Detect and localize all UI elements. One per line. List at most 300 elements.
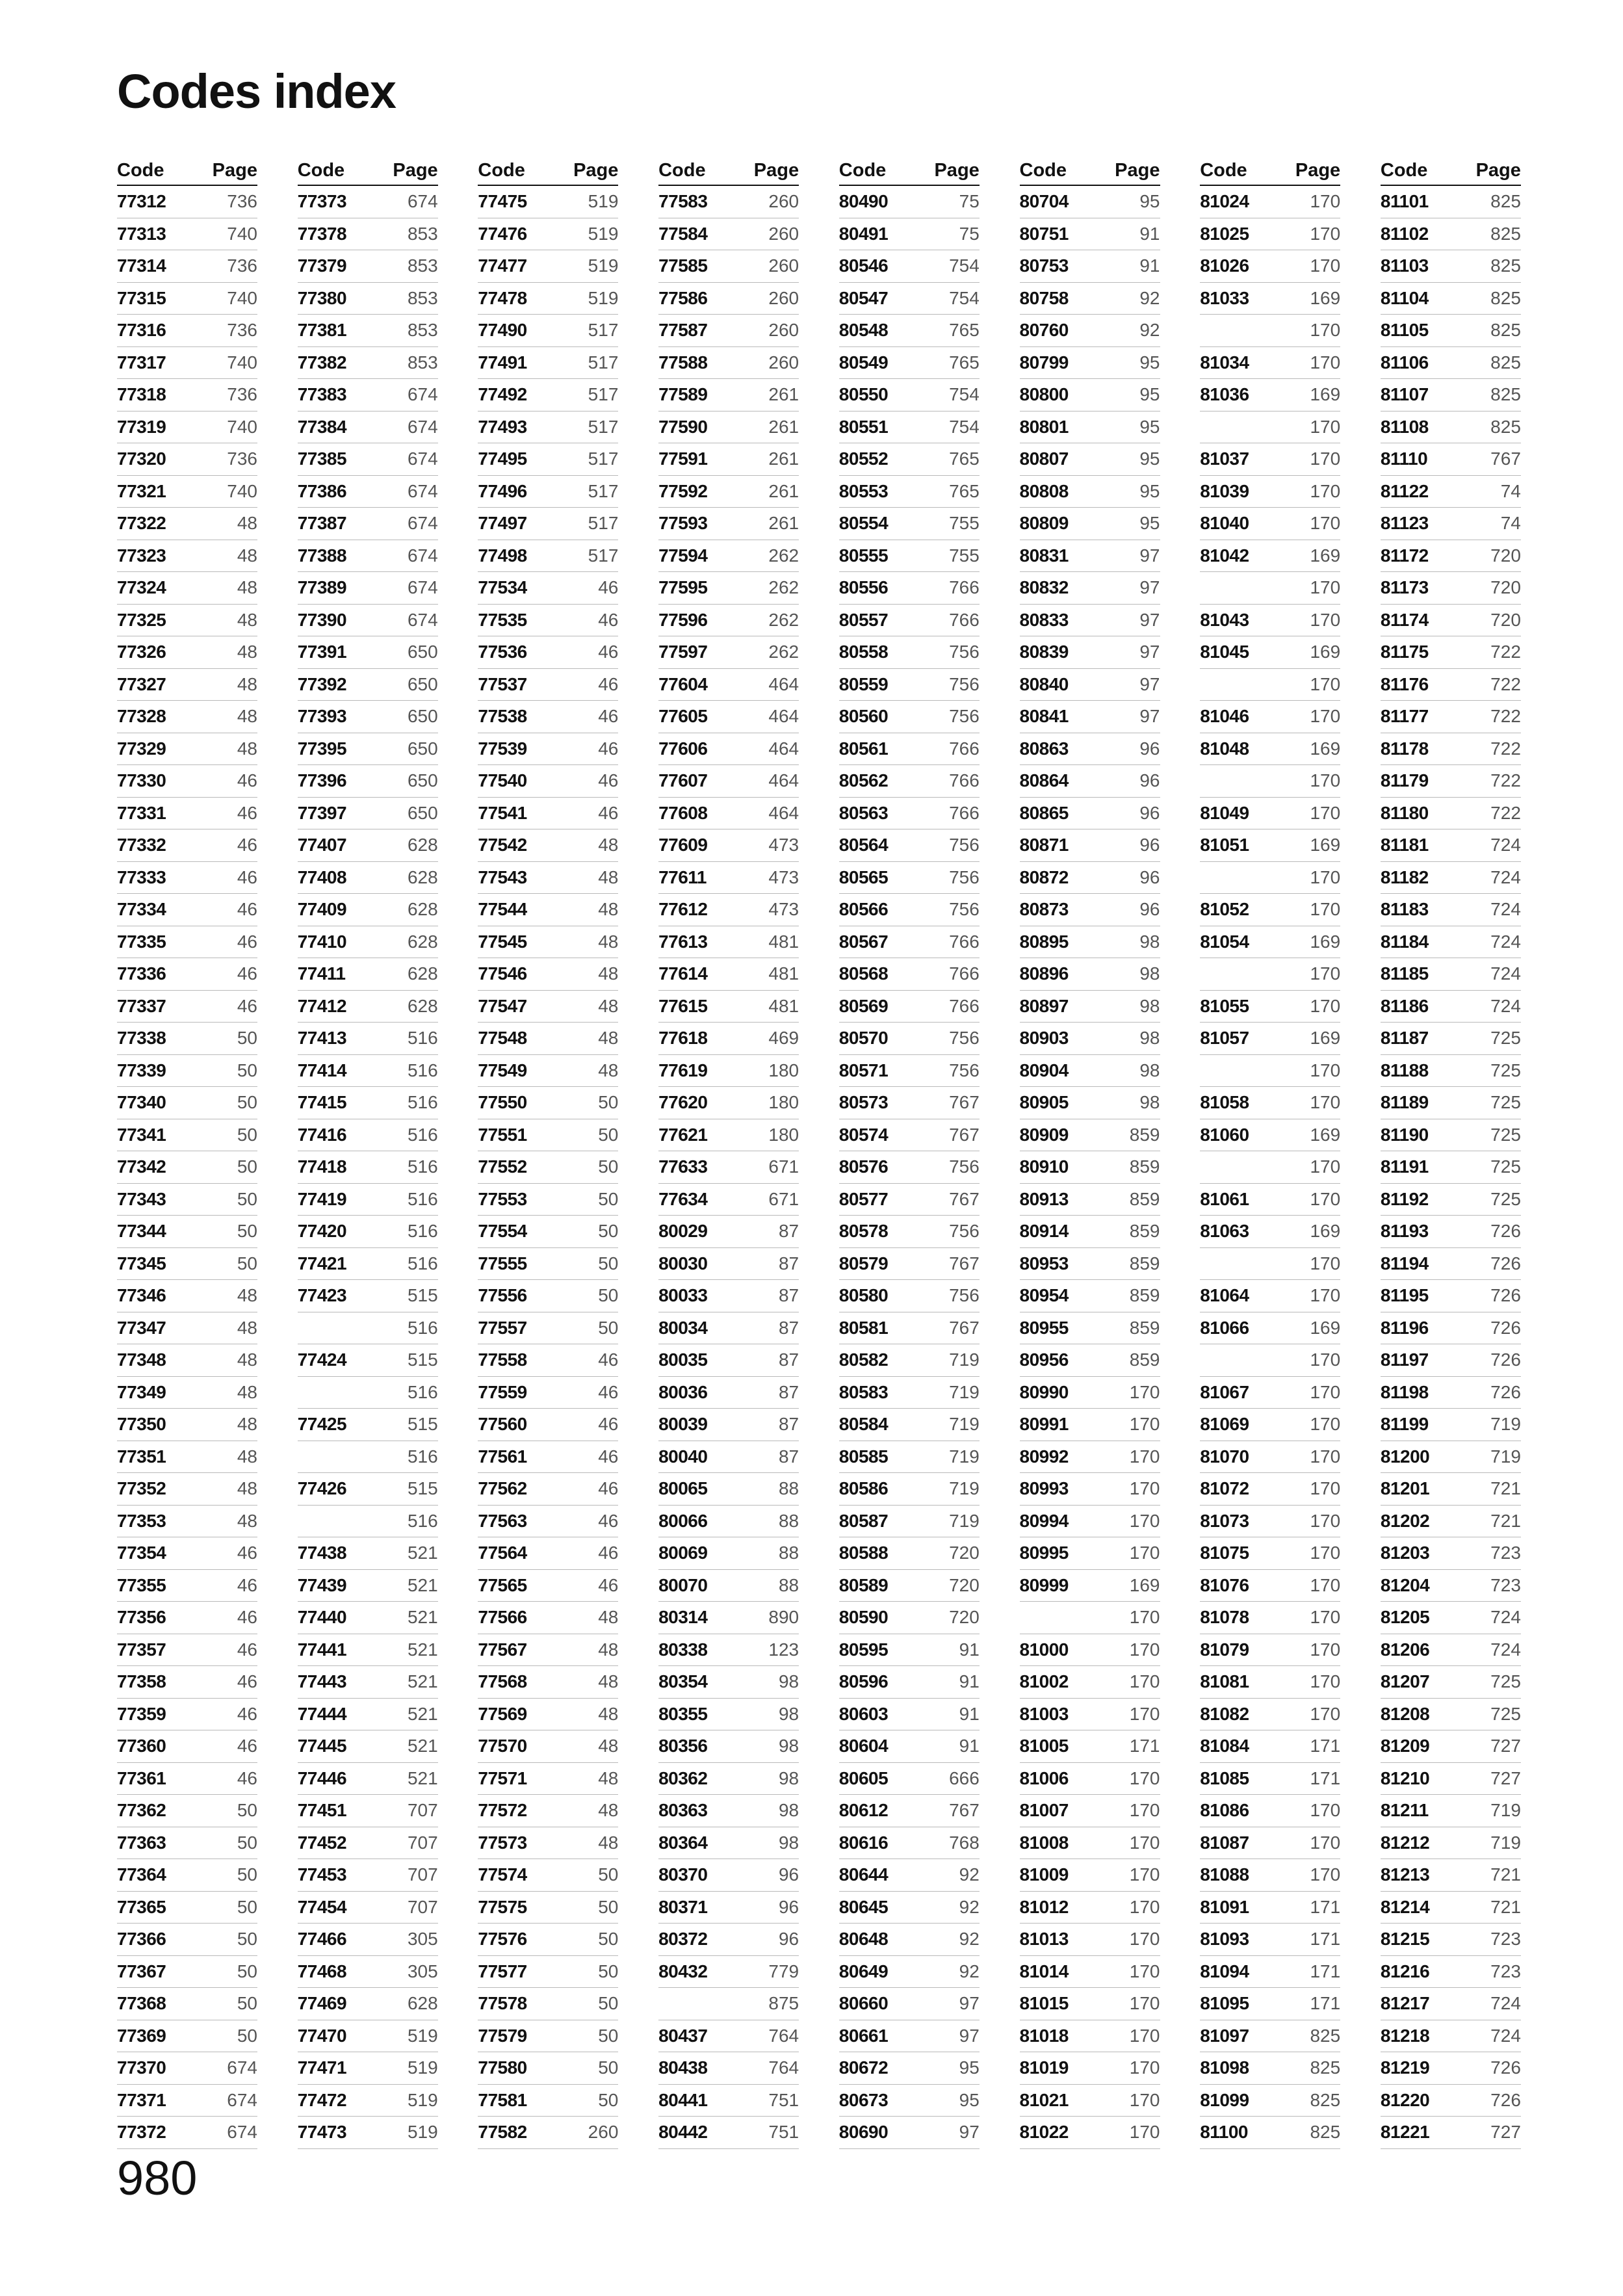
page-ref: 473 <box>768 867 799 887</box>
product-code: 80990 <box>1019 1381 1069 1402</box>
index-row <box>1200 1119 1340 1152</box>
product-code: 81008 <box>1019 1832 1069 1853</box>
index-row <box>658 1312 799 1345</box>
page-ref: 521 <box>407 1639 438 1660</box>
product-code: 80864 <box>1019 770 1069 790</box>
page-ref: 123 <box>768 1639 799 1660</box>
index-row <box>478 315 618 347</box>
index-row <box>839 765 980 798</box>
index-row <box>298 1216 438 1248</box>
page-ref: 48 <box>237 1414 257 1434</box>
product-code: 77470 <box>297 2025 347 2046</box>
product-code: 77576 <box>478 1929 527 1949</box>
page-ref: 46 <box>598 1543 619 1563</box>
index-row <box>1200 2052 1340 2085</box>
product-code: 80590 <box>838 1607 889 1627</box>
product-code: 80364 <box>658 1832 708 1853</box>
product-code: 80953 <box>1019 1253 1069 1273</box>
product-code: 77577 <box>478 1961 527 1981</box>
product-code: 77570 <box>478 1736 527 1756</box>
product-code: 80029 <box>658 1221 708 1241</box>
index-row <box>478 894 618 926</box>
page-ref: 516 <box>407 1060 438 1080</box>
page-ref: 260 <box>768 223 799 244</box>
page-ref: 46 <box>237 770 257 790</box>
product-code: 77547 <box>478 995 527 1016</box>
product-code: 77327 <box>117 673 166 694</box>
index-row <box>839 1216 980 1248</box>
index-row <box>478 2020 618 2053</box>
product-code: 80576 <box>838 1156 889 1177</box>
page-ref: 464 <box>768 673 799 694</box>
page-ref: 766 <box>949 770 980 790</box>
page-ref: 170 <box>1310 770 1341 790</box>
index-column <box>839 156 980 2149</box>
product-code: 80896 <box>1019 963 1069 984</box>
page-ref: 725 <box>1490 1156 1521 1177</box>
page-ref: 516 <box>407 1381 438 1402</box>
page-ref: 754 <box>949 287 980 308</box>
product-code: 80039 <box>658 1414 708 1434</box>
index-row <box>478 1924 618 1956</box>
index-row <box>839 508 980 540</box>
page-ref: 48 <box>237 738 257 759</box>
page-ref: 519 <box>407 2089 438 2110</box>
index-row <box>1020 926 1160 959</box>
product-code: 77421 <box>297 1253 347 1273</box>
page-ref: 756 <box>949 899 980 919</box>
product-code: 81172 <box>1380 545 1429 566</box>
page-ref: 48 <box>237 1510 257 1531</box>
index-row <box>1020 2020 1160 2053</box>
product-code: 77380 <box>297 287 347 308</box>
index-row <box>298 379 438 411</box>
page-ref: 87 <box>778 1317 799 1338</box>
page-ref: 95 <box>959 2089 980 2110</box>
index-row <box>839 1699 980 1731</box>
page-ref: 50 <box>237 1832 257 1853</box>
header-code: Code <box>1019 160 1067 181</box>
page-ref: 98 <box>778 1800 799 1820</box>
index-row <box>478 636 618 669</box>
product-code: 80993 <box>1019 1478 1069 1498</box>
page-ref: 92 <box>959 1961 980 1981</box>
product-code: 77329 <box>117 738 166 759</box>
page-ref: 260 <box>768 191 799 211</box>
product-code: 80956 <box>1019 1350 1069 1370</box>
product-code: 77426 <box>297 1478 347 1498</box>
index-row <box>1200 1763 1340 1795</box>
page-ref: 726 <box>1490 2057 1521 2078</box>
index-row <box>1381 991 1521 1023</box>
page-ref: 46 <box>237 1703 257 1724</box>
product-code: 77353 <box>117 1510 166 1531</box>
product-code: 77368 <box>117 1993 166 2013</box>
index-row <box>658 2020 799 2053</box>
page-ref: 859 <box>1129 1317 1160 1338</box>
page-ref: 727 <box>1490 1736 1521 1756</box>
product-code: 77604 <box>658 673 708 694</box>
index-row <box>478 958 618 991</box>
page-ref: 719 <box>949 1381 980 1402</box>
product-code: 80371 <box>658 1896 708 1917</box>
product-code: 80808 <box>1019 480 1069 501</box>
column-header <box>117 156 257 186</box>
page-ref: 48 <box>598 1800 619 1820</box>
page-ref: 650 <box>407 706 438 726</box>
product-code: 77555 <box>478 1253 527 1273</box>
product-code: 77477 <box>478 255 527 276</box>
index-row <box>1381 572 1521 605</box>
page-ref: 726 <box>1490 1221 1521 1241</box>
page-ref: 516 <box>407 1253 438 1273</box>
product-code: 81084 <box>1200 1736 1249 1756</box>
index-row <box>1200 1248 1340 1281</box>
product-code: 81217 <box>1380 1993 1430 2013</box>
index-row <box>298 1730 438 1763</box>
column-header <box>839 156 980 186</box>
index-row <box>1200 1730 1340 1763</box>
index-row <box>298 540 438 573</box>
index-row <box>839 669 980 701</box>
index-row <box>658 862 799 894</box>
index-row <box>1381 605 1521 637</box>
product-code: 81173 <box>1380 577 1429 597</box>
index-row <box>1020 315 1160 347</box>
index-row <box>1200 379 1340 411</box>
product-code: 80040 <box>658 1446 708 1467</box>
index-row <box>478 1634 618 1667</box>
product-code: 77609 <box>658 835 708 855</box>
index-row <box>658 1827 799 1860</box>
page-ref: 519 <box>588 287 619 308</box>
page-ref: 48 <box>237 1446 257 1467</box>
product-code: 77334 <box>117 899 166 919</box>
index-row <box>658 1988 799 2020</box>
product-code: 81188 <box>1380 1060 1429 1080</box>
page-ref: 50 <box>237 1253 257 1273</box>
product-code: 80570 <box>838 1028 889 1048</box>
page-ref: 98 <box>1139 1092 1160 1112</box>
product-code: 77493 <box>478 416 527 437</box>
index-row <box>117 283 257 315</box>
product-code: 81066 <box>1200 1317 1249 1338</box>
page-ref: 50 <box>598 1864 619 1885</box>
product-code: 80758 <box>1019 287 1069 308</box>
product-code: 77541 <box>478 802 527 823</box>
product-code: 81051 <box>1200 835 1249 855</box>
page-ref: 170 <box>1310 963 1341 984</box>
page-ref: 170 <box>1310 609 1341 630</box>
product-code: 81210 <box>1380 1768 1430 1788</box>
page-ref: 725 <box>1490 1124 1521 1145</box>
page-ref: 96 <box>1139 770 1160 790</box>
index-row <box>1200 1537 1340 1570</box>
product-code: 77355 <box>117 1574 166 1595</box>
column-header <box>1200 156 1340 186</box>
page-ref: 825 <box>1490 384 1521 404</box>
page-ref: 725 <box>1490 1028 1521 1048</box>
product-code: 81209 <box>1380 1736 1430 1756</box>
product-code: 77393 <box>297 706 347 726</box>
product-code: 80559 <box>838 673 889 694</box>
product-code: 81105 <box>1380 320 1429 340</box>
index-row <box>1200 508 1340 540</box>
index-row <box>839 476 980 508</box>
page-ref: 707 <box>407 1896 438 1917</box>
product-code: 80546 <box>838 255 889 276</box>
page-ref: 853 <box>407 223 438 244</box>
header-page: Page <box>934 160 980 181</box>
product-code: 77354 <box>117 1543 166 1563</box>
index-row <box>478 605 618 637</box>
page-ref: 516 <box>407 1221 438 1241</box>
product-code: 77373 <box>297 191 347 211</box>
page-ref: 464 <box>768 770 799 790</box>
page-ref: 170 <box>1129 1381 1160 1402</box>
page-ref: 674 <box>407 577 438 597</box>
index-row <box>117 765 257 798</box>
index-row <box>298 1795 438 1827</box>
index-row <box>1200 829 1340 862</box>
product-code: 77496 <box>478 480 527 501</box>
index-row <box>1381 1763 1521 1795</box>
product-code: 81179 <box>1380 770 1429 790</box>
index-row <box>1381 733 1521 766</box>
page-ref: 517 <box>588 545 619 566</box>
product-code: 77580 <box>478 2057 527 2078</box>
product-code: 80809 <box>1019 513 1069 533</box>
page-ref: 96 <box>778 1896 799 1917</box>
index-row <box>117 476 257 508</box>
index-row <box>1200 1795 1340 1827</box>
page-ref: 170 <box>1129 1414 1160 1434</box>
index-row <box>658 1248 799 1281</box>
page-ref: 779 <box>768 1961 799 1981</box>
index-row <box>298 1602 438 1634</box>
product-code: 77549 <box>478 1060 527 1080</box>
product-code: 81211 <box>1380 1800 1429 1820</box>
page-ref: 46 <box>598 1381 619 1402</box>
product-code: 80363 <box>658 1800 708 1820</box>
page-ref: 92 <box>959 1896 980 1917</box>
index-row <box>478 283 618 315</box>
index-row <box>298 636 438 669</box>
index-row <box>298 2052 438 2085</box>
index-row <box>1381 540 1521 573</box>
index-row <box>658 605 799 637</box>
index-row <box>478 476 618 508</box>
index-row <box>1381 1184 1521 1216</box>
index-row <box>1020 2052 1160 2085</box>
page-ref: 481 <box>768 931 799 952</box>
page-ref: 262 <box>768 577 799 597</box>
product-code: 81199 <box>1380 1414 1429 1434</box>
index-row <box>117 1087 257 1119</box>
product-code: 81108 <box>1380 416 1429 437</box>
index-row <box>658 1023 799 1055</box>
index-row <box>658 636 799 669</box>
page-ref: 170 <box>1310 1574 1341 1595</box>
index-row <box>1381 218 1521 251</box>
index-row <box>478 443 618 476</box>
page-ref: 46 <box>598 1478 619 1498</box>
page-ref: 46 <box>598 673 619 694</box>
product-code: 80355 <box>658 1703 708 1724</box>
page-ref: 261 <box>768 449 799 469</box>
product-code: 80832 <box>1019 577 1069 597</box>
page-ref: 754 <box>949 255 980 276</box>
product-code: 80574 <box>838 1124 889 1145</box>
page-ref: 722 <box>1490 738 1521 759</box>
product-code: 77563 <box>478 1510 527 1531</box>
index-row <box>478 1795 618 1827</box>
page-ref: 170 <box>1310 899 1341 919</box>
product-code: 77317 <box>117 352 166 372</box>
index-row <box>478 1666 618 1699</box>
product-code: 81064 <box>1200 1285 1249 1305</box>
product-code: 80595 <box>838 1639 889 1660</box>
page-ref: 87 <box>778 1285 799 1305</box>
product-code: 77587 <box>658 320 708 340</box>
index-row <box>1020 1344 1160 1377</box>
page-ref: 726 <box>1490 2089 1521 2110</box>
page-ref: 170 <box>1129 1993 1160 2013</box>
product-code: 77556 <box>478 1285 527 1305</box>
index-row <box>839 1956 980 1989</box>
product-code: 77569 <box>478 1703 527 1724</box>
page-ref: 170 <box>1310 1510 1341 1531</box>
index-row <box>298 701 438 733</box>
page-ref: 628 <box>407 995 438 1016</box>
index-row <box>1020 669 1160 701</box>
page-ref: 50 <box>237 1028 257 1048</box>
index-row <box>839 958 980 991</box>
product-code: 80582 <box>838 1350 889 1370</box>
index-row <box>1020 1087 1160 1119</box>
page-ref: 756 <box>949 642 980 662</box>
page-ref: 169 <box>1310 545 1341 566</box>
product-code: 81175 <box>1380 642 1429 662</box>
product-code: 81189 <box>1380 1092 1429 1112</box>
product-code: 81201 <box>1380 1478 1430 1498</box>
index-row <box>117 347 257 380</box>
index-row <box>658 283 799 315</box>
product-code: 77613 <box>658 931 708 952</box>
page-ref: 48 <box>598 1703 619 1724</box>
index-row <box>839 926 980 959</box>
index-row <box>839 1730 980 1763</box>
index-row <box>1381 1506 1521 1538</box>
product-code: 81026 <box>1200 255 1249 276</box>
index-row <box>839 1151 980 1184</box>
index-row <box>1381 1248 1521 1281</box>
index-row <box>478 1859 618 1892</box>
page-ref: 170 <box>1310 1060 1341 1080</box>
page-ref: 261 <box>768 513 799 533</box>
page-ref: 170 <box>1129 1607 1160 1627</box>
index-row <box>1020 476 1160 508</box>
index-row <box>1381 1924 1521 1956</box>
page-ref: 859 <box>1129 1350 1160 1370</box>
index-row <box>1381 829 1521 862</box>
product-code: 81037 <box>1200 449 1249 469</box>
index-row <box>478 379 618 411</box>
page-ref: 516 <box>407 1446 438 1467</box>
page-ref: 170 <box>1310 1607 1341 1627</box>
product-code: 77314 <box>117 255 166 276</box>
index-row <box>839 829 980 862</box>
page-ref: 517 <box>588 513 619 533</box>
page-ref: 98 <box>1139 963 1160 984</box>
page-ref: 74 <box>1500 513 1521 533</box>
index-row <box>1020 991 1160 1023</box>
index-row <box>1200 958 1340 991</box>
index-row <box>658 1666 799 1699</box>
page-ref: 516 <box>407 1188 438 1209</box>
header-page: Page <box>212 160 257 181</box>
page-ref: 46 <box>598 642 619 662</box>
index-row <box>1381 1827 1521 1860</box>
header-code: Code <box>297 160 345 181</box>
page-ref: 825 <box>1310 2089 1341 2110</box>
page-ref: 756 <box>949 1285 980 1305</box>
product-code: 80035 <box>658 1350 708 1370</box>
product-code: 77469 <box>297 1993 347 2013</box>
index-row <box>298 765 438 798</box>
index-row <box>1200 1473 1340 1506</box>
product-code: 80065 <box>658 1478 708 1498</box>
index-row <box>1020 1506 1160 1538</box>
product-code: 81213 <box>1380 1864 1430 1885</box>
product-code: 80441 <box>658 2089 708 2110</box>
page-ref: 724 <box>1490 1607 1521 1627</box>
product-code: 80589 <box>838 1574 889 1595</box>
product-code: 81002 <box>1019 1671 1069 1691</box>
index-row <box>1200 1924 1340 1956</box>
page-ref: 674 <box>407 384 438 404</box>
index-row <box>1381 2052 1521 2085</box>
product-code: 80991 <box>1019 1414 1069 1434</box>
page-ref: 473 <box>768 835 799 855</box>
page-ref: 628 <box>407 899 438 919</box>
page-ref: 674 <box>407 513 438 533</box>
index-column <box>1200 156 1340 2149</box>
page-ref: 726 <box>1490 1350 1521 1370</box>
product-code: 77446 <box>297 1768 347 1788</box>
index-row <box>298 1441 438 1474</box>
index-row <box>117 572 257 605</box>
page-ref: 170 <box>1310 577 1341 597</box>
index-row <box>298 1312 438 1345</box>
product-code: 81086 <box>1200 1800 1249 1820</box>
page-ref: 96 <box>778 1929 799 1949</box>
page-ref: 719 <box>949 1510 980 1531</box>
page-ref: 516 <box>407 1156 438 1177</box>
index-row <box>298 1506 438 1538</box>
product-code: 80583 <box>838 1381 889 1402</box>
header-page: Page <box>1475 160 1521 181</box>
product-code: 77568 <box>478 1671 527 1691</box>
page-ref: 722 <box>1490 673 1521 694</box>
page-ref: 720 <box>949 1543 980 1563</box>
index-row <box>839 1409 980 1441</box>
page-ref: 96 <box>1139 738 1160 759</box>
product-code: 77312 <box>117 191 166 211</box>
index-row <box>1020 411 1160 444</box>
product-code: 77578 <box>478 1993 527 2013</box>
index-row <box>839 1055 980 1088</box>
